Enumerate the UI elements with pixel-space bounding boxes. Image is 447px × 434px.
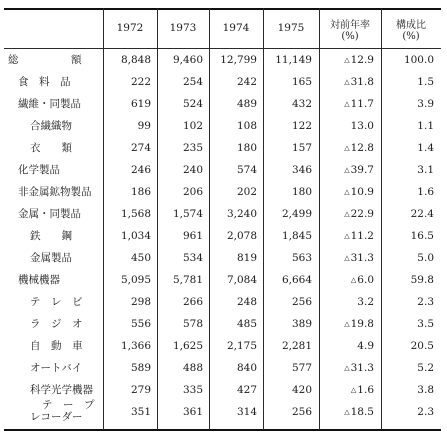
change-value: 31.3 — [350, 362, 374, 374]
bottom-rule — [4, 429, 441, 431]
header-1972: 1972 — [116, 22, 144, 34]
share-cell: 3.1 — [417, 164, 434, 176]
share-cell: 22.4 — [410, 208, 434, 220]
decrease-triangle-icon: △ — [344, 254, 350, 262]
change-cell — [322, 120, 374, 132]
change-value: 1.6 — [357, 384, 374, 396]
change-cell — [322, 406, 374, 418]
change-value: 3.2 — [357, 296, 374, 308]
value-cell-1972: 298 — [130, 296, 151, 308]
header-share-unit: (%) — [402, 31, 420, 42]
change-value: 11.2 — [350, 230, 374, 242]
header-1975: 1975 — [277, 22, 305, 34]
change-cell — [322, 230, 374, 242]
value-cell-1975: 157 — [291, 142, 312, 154]
value-cell-1975: 11,149 — [275, 54, 312, 66]
value-cell-1972: 246 — [130, 164, 151, 176]
value-cell-1973: 1,625 — [172, 340, 203, 352]
change-value: 12.8 — [350, 142, 374, 154]
value-cell-1974: 108 — [236, 120, 257, 132]
change-cell — [322, 296, 374, 308]
value-cell-1975: 432 — [291, 98, 312, 110]
value-cell-1975: 389 — [291, 318, 312, 330]
change-value: 18.5 — [350, 406, 374, 418]
value-cell-1974: 489 — [236, 98, 257, 110]
row-label: オートバイ — [30, 362, 83, 374]
share-cell: 100.0 — [403, 54, 434, 66]
value-cell-1973: 488 — [182, 362, 203, 374]
share-cell: 1.4 — [417, 142, 434, 154]
row-label: 自 動 車 — [30, 340, 83, 352]
row-label: 繊維・同製品 — [18, 98, 81, 110]
value-cell-1975: 165 — [291, 76, 312, 88]
value-cell-1974: 840 — [236, 362, 257, 374]
row-label: 化学製品 — [18, 164, 60, 176]
change-value: 13.0 — [350, 120, 374, 132]
change-cell — [322, 76, 374, 88]
row-label — [30, 399, 95, 423]
value-cell-1975: 2,499 — [281, 208, 312, 220]
value-cell-1974: 7,084 — [226, 274, 257, 286]
header-rule — [4, 48, 441, 49]
change-value: 31.3 — [350, 252, 374, 264]
value-cell-1972: 99 — [137, 120, 151, 132]
value-cell-1973: 235 — [182, 142, 203, 154]
decrease-triangle-icon: △ — [350, 386, 357, 394]
change-cell — [322, 384, 374, 396]
value-cell-1975: 346 — [291, 164, 312, 176]
change-cell — [322, 208, 374, 220]
row-label: 金属製品 — [30, 252, 72, 264]
decrease-triangle-icon: △ — [344, 188, 350, 196]
header-share — [381, 20, 441, 42]
value-cell-1975: 577 — [291, 362, 312, 374]
value-cell-1972: 589 — [130, 362, 151, 374]
change-value: 19.8 — [350, 318, 374, 330]
decrease-triangle-icon: △ — [350, 276, 357, 284]
value-cell-1975: 1,845 — [281, 230, 312, 242]
value-cell-1973: 9,460 — [172, 54, 203, 66]
decrease-triangle-icon: △ — [344, 320, 350, 328]
decrease-triangle-icon: △ — [344, 210, 350, 218]
change-value: 10.9 — [350, 186, 374, 198]
row-label: 鉄 鋼 — [30, 230, 72, 242]
value-cell-1974: 2,175 — [226, 340, 257, 352]
value-cell-1974: 485 — [236, 318, 257, 330]
share-cell: 5.2 — [417, 362, 434, 374]
change-cell — [322, 318, 374, 330]
share-cell: 1.6 — [417, 186, 434, 198]
value-cell-1972: 5,095 — [120, 274, 151, 286]
share-cell: 16.5 — [410, 230, 434, 242]
col-divider-change — [381, 8, 382, 430]
value-cell-1975: 122 — [291, 120, 312, 132]
share-cell: 1.5 — [417, 76, 434, 88]
change-value: 6.0 — [357, 274, 374, 286]
change-value: 22.9 — [350, 208, 374, 220]
decrease-triangle-icon: △ — [344, 408, 350, 416]
change-value: 11.7 — [350, 98, 374, 110]
row-label: 機械機器 — [18, 274, 60, 286]
export-table — [4, 8, 441, 430]
row-label: 衣 類 — [30, 142, 72, 154]
value-cell-1973: 240 — [182, 164, 203, 176]
share-cell: 2.3 — [417, 406, 434, 418]
share-cell: 3.9 — [417, 98, 434, 110]
value-cell-1973: 102 — [182, 120, 203, 132]
value-cell-1975: 256 — [291, 406, 312, 418]
decrease-triangle-icon: △ — [344, 144, 350, 152]
change-cell — [322, 362, 374, 374]
value-cell-1974: 180 — [236, 142, 257, 154]
value-cell-1972: 222 — [130, 76, 151, 88]
value-cell-1974: 819 — [236, 252, 257, 264]
row-label: 総 額 — [8, 54, 82, 66]
value-cell-1973: 524 — [182, 98, 203, 110]
share-cell: 1.1 — [417, 120, 434, 132]
value-cell-1973: 254 — [182, 76, 203, 88]
change-cell — [322, 54, 374, 66]
change-value: 12.9 — [350, 54, 374, 66]
share-cell: 5.0 — [417, 252, 434, 264]
value-cell-1972: 1,568 — [120, 208, 151, 220]
change-value: 39.7 — [350, 164, 374, 176]
share-cell: 20.5 — [410, 340, 434, 352]
decrease-triangle-icon: △ — [344, 166, 350, 174]
change-cell — [322, 142, 374, 154]
value-cell-1973: 5,781 — [172, 274, 203, 286]
value-cell-1973: 361 — [182, 406, 203, 418]
share-cell: 3.8 — [417, 384, 434, 396]
decrease-triangle-icon: △ — [344, 232, 350, 240]
change-cell — [322, 252, 374, 264]
value-cell-1974: 3,240 — [226, 208, 257, 220]
decrease-triangle-icon: △ — [344, 100, 350, 108]
row-label-line1: テ ー プ — [42, 399, 95, 411]
value-cell-1975: 2,281 — [281, 340, 312, 352]
row-label-line2: レコーダー — [30, 411, 83, 423]
value-cell-1974: 2,078 — [226, 230, 257, 242]
value-cell-1974: 242 — [236, 76, 257, 88]
col-divider-1975 — [319, 8, 320, 430]
value-cell-1972: 351 — [130, 406, 151, 418]
value-cell-1974: 248 — [236, 296, 257, 308]
value-cell-1972: 274 — [130, 142, 151, 154]
value-cell-1972: 186 — [130, 186, 151, 198]
value-cell-1973: 578 — [182, 318, 203, 330]
share-cell: 3.5 — [417, 318, 434, 330]
row-label: 合繊織物 — [30, 120, 72, 132]
change-value: 4.9 — [357, 340, 374, 352]
value-cell-1975: 256 — [291, 296, 312, 308]
value-cell-1972: 8,848 — [120, 54, 151, 66]
row-label: テ レ ビ — [30, 296, 83, 308]
row-label: 非金属鉱物製品 — [18, 186, 92, 198]
value-cell-1975: 563 — [291, 252, 312, 264]
value-cell-1972: 619 — [130, 98, 151, 110]
header-change-unit: (%) — [341, 31, 359, 42]
header-1974: 1974 — [222, 22, 250, 34]
share-cell: 59.8 — [410, 274, 434, 286]
decrease-triangle-icon: △ — [344, 78, 350, 86]
share-cell: 2.3 — [417, 296, 434, 308]
value-cell-1973: 961 — [182, 230, 203, 242]
change-cell — [322, 164, 374, 176]
value-cell-1974: 314 — [236, 406, 257, 418]
value-cell-1975: 6,664 — [281, 274, 312, 286]
decrease-triangle-icon: △ — [344, 56, 350, 64]
value-cell-1973: 335 — [182, 384, 203, 396]
header-1973: 1973 — [169, 22, 197, 34]
value-cell-1972: 1,034 — [120, 230, 151, 242]
change-cell — [322, 340, 374, 352]
value-cell-1975: 420 — [291, 384, 312, 396]
change-cell — [322, 186, 374, 198]
value-cell-1973: 534 — [182, 252, 203, 264]
row-label: 科学光学機器 — [30, 384, 93, 396]
header-share-label: 構成比 — [396, 20, 426, 31]
value-cell-1972: 556 — [130, 318, 151, 330]
top-rule — [4, 8, 441, 10]
value-cell-1973: 1,574 — [172, 208, 203, 220]
decrease-triangle-icon: △ — [344, 364, 350, 372]
value-cell-1973: 266 — [182, 296, 203, 308]
header-change-label: 対前年率 — [330, 20, 370, 31]
value-cell-1972: 1,366 — [120, 340, 151, 352]
header-change — [319, 20, 381, 42]
change-value: 31.8 — [350, 76, 374, 88]
value-cell-1974: 427 — [236, 384, 257, 396]
value-cell-1974: 202 — [236, 186, 257, 198]
row-label: ラ ジ オ — [30, 318, 83, 330]
value-cell-1975: 180 — [291, 186, 312, 198]
value-cell-1974: 12,799 — [220, 54, 257, 66]
value-cell-1973: 206 — [182, 186, 203, 198]
change-cell — [322, 98, 374, 110]
row-label: 金属・同製品 — [18, 208, 81, 220]
value-cell-1974: 574 — [236, 164, 257, 176]
row-label: 食 料 品 — [18, 76, 71, 88]
change-cell — [322, 274, 374, 286]
value-cell-1972: 279 — [130, 384, 151, 396]
value-cell-1972: 450 — [130, 252, 151, 264]
